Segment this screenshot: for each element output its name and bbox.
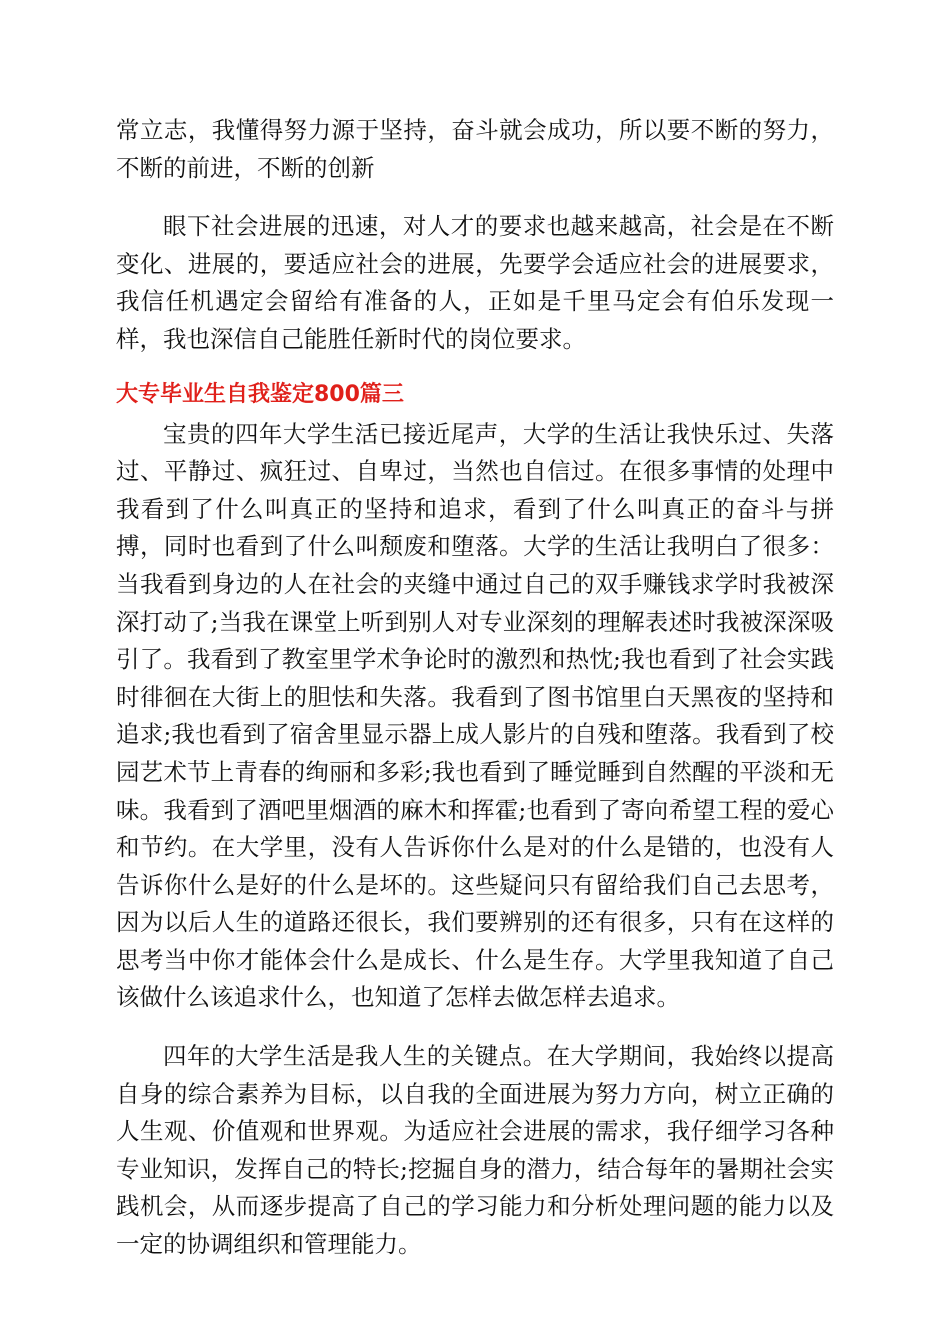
paragraph-society-development: 眼下社会进展的迅速，对人才的要求也越来越高，社会是在不断变化、进展的，要适应社会的进展，先要学会适应社会的进展要求，我信任机遇定会留给有准备的人，正如是千里马定会有伯乐发现一样，我也深信自己能胜任新时代的岗位要求。 bbox=[116, 212, 834, 353]
paragraph-college-life: 宝贵的四年大学生活已接近尾声，大学的生活让我快乐过、失落过、平静过、疯狂过、自卑过，当然也自信过。在很多事情的处理中我看到了什么叫真正的坚持和追求，看到了什么叫真正的奋斗与拼搏，同时也看到了什么叫颓废和堕落。大学的生活让我明白了很多：当我看到身边的人在社会的夹缝中通过自己的双手赚钱求学时我被深深打动了;当我在课堂上听到别人对专业深刻的理解表述时我被深深吸引了。我看到了教室里学术争论时的激烈和热忱;我也看到了社会实践时徘徊在大街上的胆怯和失落。我看到了图书馆里白天黑夜的坚持和追求;我也看到了宿舍里显示器上成人影片的自残和堕落。我看到了校园艺术节上青春的绚丽和多彩;我也看到了睡觉睡到自然醒的平淡和无味。我看到了酒吧里烟酒的麻木和挥霍;也看到了寄向希望工程的爱心和节约。在大学里，没有人告诉你什么是对的什么是错的，也没有人告诉你什么是好的什么是坏的。这些疑问只有留给我们自己去思考，因为以后人生的道路还很长，我们要辨别的还有很多，只有在这样的思考当中你才能体会什么是成长、什么是生存。大学里我知道了自己该做什么该追求什么，也知道了怎样去做怎样去追求。 bbox=[116, 419, 834, 1012]
paragraph-four-years: 四年的大学生活是我人生的关键点。在大学期间，我始终以提高自身的综合素养为目标，以自我的全面进展为努力方向，树立正确的人生观、价值观和世界观。为适应社会进展的需求，我仔细学习各种专业知识，发挥自己的特长;挖掘自身的潜力，结合每年的暑期社会实践机会，从而逐步提高了自己的学习能力和分析处理问题的能力以及一定的协调组织和管理能力。 bbox=[116, 1042, 834, 1259]
section-heading: 大专毕业生自我鉴定800篇三 bbox=[116, 381, 404, 407]
document-page bbox=[116, 112, 834, 1264]
paragraph-continuation: 常立志，我懂得努力源于坚持，奋斗就会成功，所以要不断的努力，不断的前进，不断的创新 bbox=[116, 116, 834, 182]
